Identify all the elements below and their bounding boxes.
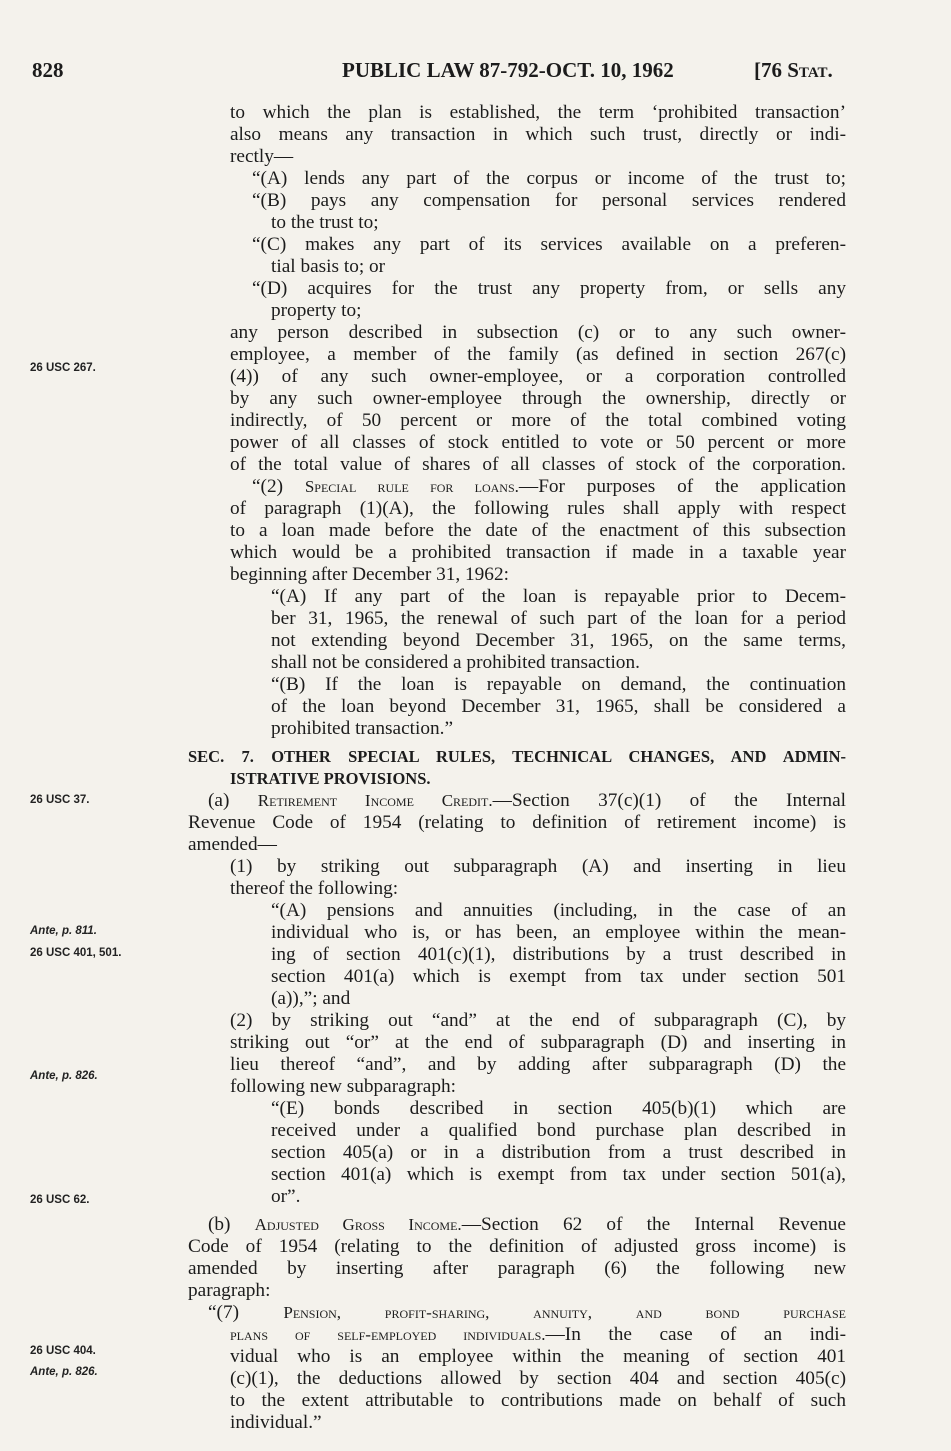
statute-reference: [76 Stat.	[754, 58, 833, 82]
text-line: plans of self-employed individuals.—In the case of an indi-	[230, 1324, 846, 1345]
text-line: any person described in subsection (c) or to any such owner-	[230, 322, 846, 343]
text-line: (4)) of any such owner-employee, or a corporation controlled	[230, 366, 846, 387]
text-line: employee, a member of the family (as defined in section 267(c)	[230, 344, 846, 365]
text-line: of the total value of shares of all classes of stock of the corporation.	[230, 454, 846, 475]
section-heading: ISTRATIVE PROVISIONS.	[230, 769, 431, 788]
text-line: to which the plan is established, the term ‘prohibited transaction’	[230, 102, 846, 123]
margin-note: 26 USC 404.	[30, 1345, 96, 1357]
text-line: (a)),”; and	[271, 988, 351, 1009]
text-line: “(B) pays any compensation for personal services rendered	[252, 190, 846, 211]
text-line: beginning after December 31, 1962:	[230, 564, 509, 585]
text-line: (c)(1), the deductions allowed by section 404 and section 405(c)	[230, 1368, 846, 1389]
text-line: section 401(a) which is exempt from tax under section 501	[271, 966, 846, 987]
text-line: individual who is, or has been, an employee within the mean-	[271, 922, 846, 943]
margin-note: Ante, p. 826.	[30, 1366, 98, 1378]
margin-note: 26 USC 62.	[30, 1194, 90, 1206]
text-line: (1) by striking out subparagraph (A) and inserting in lieu	[230, 856, 846, 877]
text-line: to the trust to;	[271, 212, 379, 233]
text-line: Revenue Code of 1954 (relating to definition of retirement income) is	[188, 812, 846, 833]
text-line: “(E) bonds described in section 405(b)(1) which are	[271, 1098, 846, 1119]
text-line: prohibited transaction.”	[271, 718, 454, 739]
text-line: or”.	[271, 1186, 301, 1207]
margin-note: 26 USC 401, 501.	[30, 947, 122, 959]
text-line: (2) by striking out “and” at the end of subparagraph (C), by	[230, 1010, 846, 1031]
text-line: of the loan beyond December 31, 1965, shall be considered a	[271, 696, 846, 717]
text-line: shall not be considered a prohibited transaction.	[271, 652, 640, 673]
text-line: lieu thereof “and”, and by adding after subparagraph (D) the	[230, 1054, 846, 1075]
text-line: striking out “or” at the end of subparagraph (D) and inserting in	[230, 1032, 846, 1053]
text-line: “(D) acquires for the trust any property from, or sells any	[252, 278, 846, 299]
text-line: vidual who is an employee within the meaning of section 401	[230, 1346, 846, 1367]
text-line: section 405(a) or in a distribution from a trust described in	[271, 1142, 846, 1163]
text-line: thereof the following:	[230, 878, 399, 899]
text-line: “(A) pensions and annuities (including, in the case of an	[271, 900, 846, 921]
text-line: ing of section 401(c)(1), distributions by a trust described in	[271, 944, 846, 965]
text-line: property to;	[271, 300, 362, 321]
text-line: Code of 1954 (relating to the definition of adjusted gross income) is	[188, 1236, 846, 1257]
text-line: amended by inserting after paragraph (6) the following new	[188, 1258, 846, 1279]
text-line: “(7) Pension, profit-sharing, annuity, and bond purchase	[208, 1302, 846, 1323]
text-line: also means any transaction in which such trust, directly or indi-	[230, 124, 846, 145]
text-line: amended—	[188, 834, 277, 855]
page-number: 828	[32, 58, 64, 82]
text-line: of paragraph (1)(A), the following rules shall apply with respect	[230, 498, 846, 519]
text-line: to a loan made before the date of the enactment of this subsection	[230, 520, 846, 541]
law-title: PUBLIC LAW 87-792-OCT. 10, 1962	[342, 58, 674, 82]
margin-note: 26 USC 37.	[30, 794, 90, 806]
margin-note: Ante, p. 811.	[30, 925, 97, 937]
text-line: “(2) Special rule for loans.—For purposes of the application	[252, 476, 846, 497]
text-line: not extending beyond December 31, 1965, on the same terms,	[271, 630, 846, 651]
text-line: which would be a prohibited transaction if made in a taxable year	[230, 542, 846, 563]
margin-note: Ante, p. 826.	[30, 1070, 98, 1082]
text-line: paragraph:	[188, 1280, 271, 1301]
text-line: individual.”	[230, 1412, 322, 1433]
text-line: “(C) makes any part of its services available on a preferen-	[252, 234, 846, 255]
text-line: “(A) If any part of the loan is repayable prior to Decem-	[271, 586, 846, 607]
text-line: (a) Retirement Income Credit.—Section 37(c)(1) of the Internal	[208, 790, 846, 811]
text-line: ber 31, 1965, the renewal of such part of the loan for a period	[271, 608, 846, 629]
text-line: by any such owner-employee through the ownership, directly or	[230, 388, 846, 409]
text-line: rectly—	[230, 146, 294, 167]
text-line: received under a qualified bond purchase plan described in	[271, 1120, 846, 1141]
text-line: following new subparagraph:	[230, 1076, 456, 1097]
text-line: “(A) lends any part of the corpus or income of the trust to;	[252, 168, 846, 189]
text-line: tial basis to; or	[271, 256, 386, 277]
text-line: power of all classes of stock entitled to vote or 50 percent or more	[230, 432, 846, 453]
text-line: (b) Adjusted Gross Income.—Section 62 of the Internal Revenue	[208, 1214, 846, 1235]
text-line: to the extent attributable to contributions made on behalf of such	[230, 1390, 846, 1411]
text-line: indirectly, of 50 percent or more of the total combined voting	[230, 410, 846, 431]
text-line: section 401(a) which is exempt from tax under section 501(a),	[271, 1164, 846, 1185]
section-heading: SEC. 7. OTHER SPECIAL RULES, TECHNICAL CHANGES, AND ADMIN-	[188, 747, 846, 766]
text-line: “(B) If the loan is repayable on demand, the continuation	[271, 674, 846, 695]
margin-note: 26 USC 267.	[30, 362, 96, 374]
